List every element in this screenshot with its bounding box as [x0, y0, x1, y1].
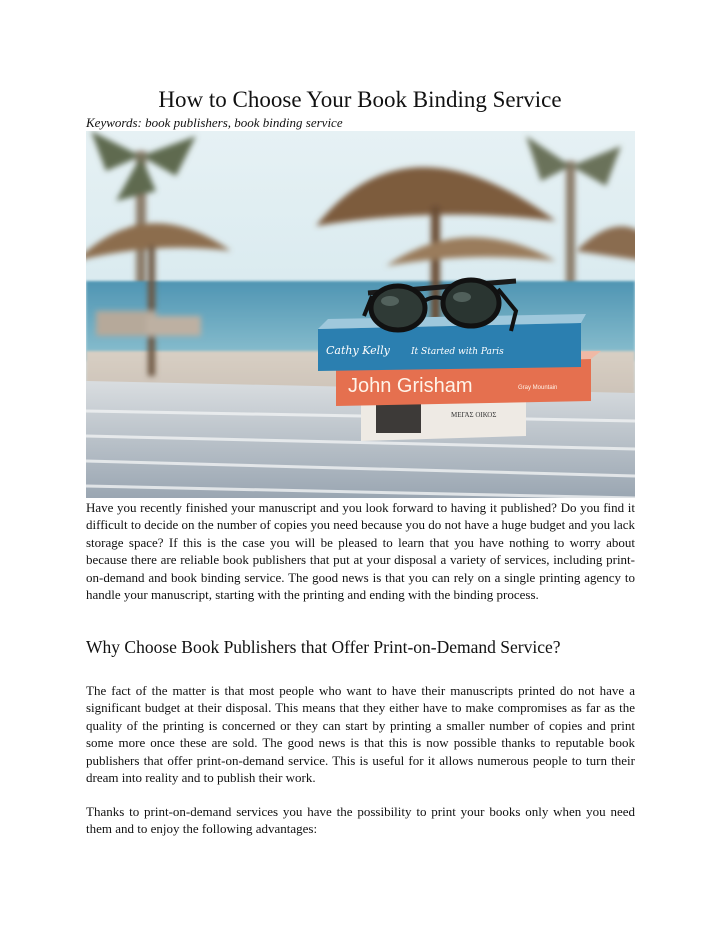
hero-image: [86, 131, 635, 498]
book-middle-spine-author: John Grisham: [348, 375, 473, 397]
intro-paragraph: Have you recently finished your manuscript and you look forward to having it published? Do you find it difficult to decide on the number of copies you need because you do not have a huge budget and you lack storage space? If this is the case you will be pleased to learn that you have nothing to worry about because there are reliable book publishers that put at your disposal a variety of services, including print-on-demand and book binding service. The good news is that you can rely on a single printing agency to handle your manuscript, starting with the printing and ending with the binding process.: [86, 500, 635, 603]
book-top-spine-author: Cathy Kelly: [326, 344, 390, 357]
section-paragraph-2: Thanks to print-on-demand services you have the possibility to print your books only when you need them and to enjoy the following advantages:: [86, 804, 635, 837]
book-middle-spine-small: Gray Mountain: [518, 385, 558, 391]
section-paragraph-1: The fact of the matter is that most people who want to have their manuscripts printed do not have a significant budget at their disposal. This means that they either have to make compromises as far as the quality of the printing is concerned or they can start by printing a smaller number of copies and print some more once these are sold. The good news is that this is now possible thanks to reputable book publishers that offer print-on-demand service. This is useful for it allows numerous people to turn their dream into reality and to publish their work.: [86, 683, 635, 786]
section-heading: Why Choose Book Publishers that Offer Print-on-Demand Service?: [86, 637, 561, 657]
book-top-spine-title: It Started with Paris: [411, 347, 504, 357]
book-bottom-spine-text: ΜΕΓΑΣ ΟΙΚΟΣ: [451, 411, 497, 419]
document-title: How to Choose Your Book Binding Service: [158, 87, 562, 112]
keywords-line: Keywords: book publishers, book binding service: [86, 115, 343, 130]
